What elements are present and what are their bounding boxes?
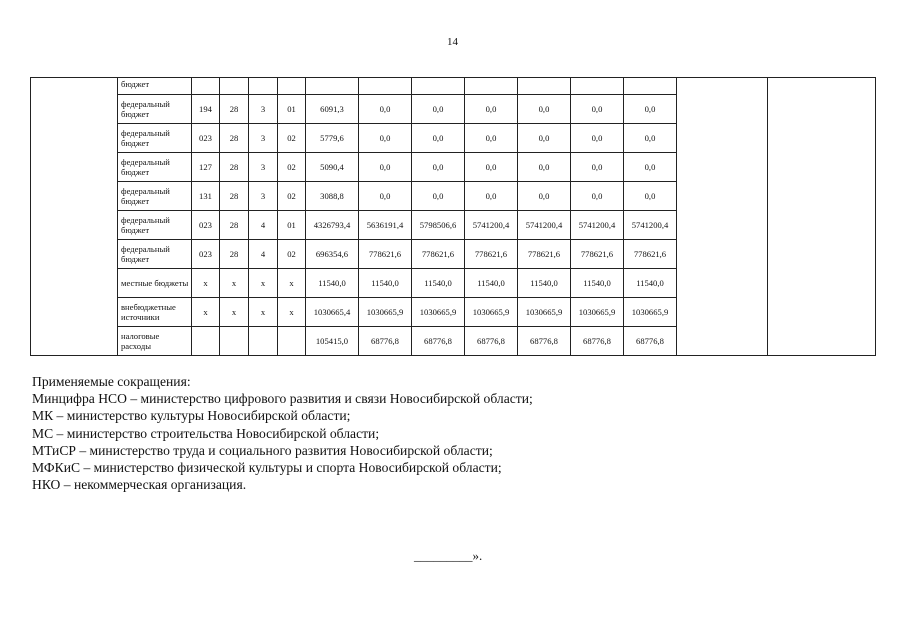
value-cell: 1030665,9 bbox=[518, 298, 571, 327]
value-cell: 1030665,9 bbox=[571, 298, 624, 327]
code-cell bbox=[192, 78, 220, 95]
value-cell: 5090,4 bbox=[306, 153, 359, 182]
value-cell: 1030665,9 bbox=[359, 298, 412, 327]
value-cell: 778621,6 bbox=[412, 240, 465, 269]
value-cell: 1030665,9 bbox=[624, 298, 677, 327]
value-cell: 11540,0 bbox=[359, 269, 412, 298]
value-cell: 1030665,9 bbox=[412, 298, 465, 327]
source-cell: налоговые расходы bbox=[118, 327, 192, 356]
code-cell: 3 bbox=[249, 182, 278, 211]
value-cell: 0,0 bbox=[412, 153, 465, 182]
code-cell: 023 bbox=[192, 124, 220, 153]
value-cell: 11540,0 bbox=[465, 269, 518, 298]
code-cell bbox=[278, 78, 306, 95]
value-cell: 5741200,4 bbox=[571, 211, 624, 240]
source-cell: федеральный бюджет bbox=[118, 211, 192, 240]
code-cell: x bbox=[192, 298, 220, 327]
source-cell: бюджет bbox=[118, 78, 192, 95]
value-cell: 5741200,4 bbox=[465, 211, 518, 240]
value-cell: 0,0 bbox=[571, 124, 624, 153]
source-cell: местные бюджеты bbox=[118, 269, 192, 298]
value-cell: 0,0 bbox=[412, 95, 465, 124]
value-cell: 0,0 bbox=[624, 124, 677, 153]
source-cell: федеральный бюджет bbox=[118, 240, 192, 269]
result-cell bbox=[768, 78, 876, 356]
code-cell: 4 bbox=[249, 240, 278, 269]
code-cell bbox=[220, 78, 249, 95]
code-cell: 4 bbox=[249, 211, 278, 240]
value-cell bbox=[306, 78, 359, 95]
code-cell: 28 bbox=[220, 182, 249, 211]
code-cell: 28 bbox=[220, 211, 249, 240]
code-cell: 131 bbox=[192, 182, 220, 211]
value-cell: 0,0 bbox=[518, 182, 571, 211]
code-cell: 3 bbox=[249, 124, 278, 153]
value-cell bbox=[465, 78, 518, 95]
budget-table-body bbox=[31, 78, 876, 356]
code-cell: 01 bbox=[278, 211, 306, 240]
code-cell: 02 bbox=[278, 240, 306, 269]
responsible-cell bbox=[677, 78, 768, 356]
code-cell: x bbox=[192, 269, 220, 298]
value-cell: 0,0 bbox=[465, 182, 518, 211]
code-cell: x bbox=[249, 269, 278, 298]
value-cell: 5798506,6 bbox=[412, 211, 465, 240]
source-cell: внебюджетные источники bbox=[118, 298, 192, 327]
value-cell bbox=[359, 78, 412, 95]
value-cell bbox=[624, 78, 677, 95]
abbreviation-item: МТиСР – министерство труда и социального развития Новосибирской области; bbox=[32, 442, 493, 458]
value-cell bbox=[571, 78, 624, 95]
value-cell: 0,0 bbox=[571, 95, 624, 124]
value-cell: 0,0 bbox=[359, 153, 412, 182]
value-cell: 11540,0 bbox=[412, 269, 465, 298]
abbreviation-item: НКО – некоммерческая организация. bbox=[32, 477, 247, 493]
value-cell: 0,0 bbox=[465, 124, 518, 153]
code-cell: x bbox=[220, 269, 249, 298]
value-cell: 5636191,4 bbox=[359, 211, 412, 240]
value-cell: 696354,6 bbox=[306, 240, 359, 269]
value-cell: 0,0 bbox=[359, 182, 412, 211]
value-cell: 11540,0 bbox=[518, 269, 571, 298]
value-cell: 0,0 bbox=[571, 182, 624, 211]
value-cell: 11540,0 bbox=[306, 269, 359, 298]
source-cell: федеральный бюджет bbox=[118, 95, 192, 124]
page-number: 14 bbox=[447, 36, 458, 48]
code-cell: 023 bbox=[192, 211, 220, 240]
value-cell: 0,0 bbox=[624, 182, 677, 211]
code-cell: 02 bbox=[278, 182, 306, 211]
value-cell: 105415,0 bbox=[306, 327, 359, 356]
value-cell: 68776,8 bbox=[624, 327, 677, 356]
value-cell bbox=[518, 78, 571, 95]
code-cell: 3 bbox=[249, 95, 278, 124]
code-cell: 023 bbox=[192, 240, 220, 269]
code-cell bbox=[249, 78, 278, 95]
abbreviation-item: МС – министерство строительства Новосибирской области; bbox=[32, 425, 380, 441]
value-cell: 5741200,4 bbox=[518, 211, 571, 240]
code-cell: 28 bbox=[220, 95, 249, 124]
code-cell bbox=[278, 327, 306, 356]
code-cell: 127 bbox=[192, 153, 220, 182]
abbreviation-item: Минцифра НСО – министерство цифрового развития и связи Новосибирской области; bbox=[32, 391, 533, 407]
value-cell: 778621,6 bbox=[465, 240, 518, 269]
value-cell: 778621,6 bbox=[359, 240, 412, 269]
value-cell: 3088,8 bbox=[306, 182, 359, 211]
value-cell: 0,0 bbox=[518, 124, 571, 153]
value-cell: 5779,6 bbox=[306, 124, 359, 153]
value-cell: 778621,6 bbox=[571, 240, 624, 269]
code-cell: 02 bbox=[278, 153, 306, 182]
measure-cell bbox=[31, 78, 118, 356]
code-cell: x bbox=[220, 298, 249, 327]
source-cell: федеральный бюджет bbox=[118, 153, 192, 182]
value-cell: 0,0 bbox=[624, 95, 677, 124]
value-cell: 0,0 bbox=[465, 153, 518, 182]
value-cell: 778621,6 bbox=[518, 240, 571, 269]
code-cell: x bbox=[278, 269, 306, 298]
abbreviations-block bbox=[32, 373, 852, 493]
value-cell: 68776,8 bbox=[465, 327, 518, 356]
abbreviations-heading: Применяемые сокращения: bbox=[32, 374, 191, 389]
value-cell: 1030665,4 bbox=[306, 298, 359, 327]
code-cell: 28 bbox=[220, 240, 249, 269]
value-cell: 68776,8 bbox=[412, 327, 465, 356]
code-cell: 02 bbox=[278, 124, 306, 153]
abbreviation-item: МК – министерство культуры Новосибирской области; bbox=[32, 408, 351, 424]
code-cell: 3 bbox=[249, 153, 278, 182]
abbreviation-item: МФКиС – министерство физической культуры и спорта Новосибирской области; bbox=[32, 460, 502, 476]
code-cell: 01 bbox=[278, 95, 306, 124]
value-cell: 1030665,9 bbox=[465, 298, 518, 327]
code-cell bbox=[192, 327, 220, 356]
value-cell: 68776,8 bbox=[518, 327, 571, 356]
code-cell bbox=[220, 327, 249, 356]
code-cell: 28 bbox=[220, 153, 249, 182]
code-cell: x bbox=[278, 298, 306, 327]
value-cell: 778621,6 bbox=[624, 240, 677, 269]
table-row-header-continuation bbox=[31, 78, 876, 95]
value-cell: 11540,0 bbox=[571, 269, 624, 298]
code-cell: 194 bbox=[192, 95, 220, 124]
budget-table bbox=[30, 77, 876, 356]
closing-mark: _________». bbox=[414, 548, 483, 563]
value-cell: 0,0 bbox=[571, 153, 624, 182]
code-cell: x bbox=[249, 298, 278, 327]
source-cell: федеральный бюджет bbox=[118, 182, 192, 211]
source-cell: федеральный бюджет bbox=[118, 124, 192, 153]
code-cell bbox=[249, 327, 278, 356]
value-cell: 0,0 bbox=[518, 153, 571, 182]
value-cell: 0,0 bbox=[465, 95, 518, 124]
value-cell: 0,0 bbox=[412, 182, 465, 211]
value-cell: 68776,8 bbox=[359, 327, 412, 356]
value-cell: 0,0 bbox=[359, 124, 412, 153]
code-cell: 28 bbox=[220, 124, 249, 153]
value-cell bbox=[412, 78, 465, 95]
value-cell: 0,0 bbox=[518, 95, 571, 124]
value-cell: 0,0 bbox=[359, 95, 412, 124]
value-cell: 0,0 bbox=[624, 153, 677, 182]
value-cell: 5741200,4 bbox=[624, 211, 677, 240]
value-cell: 6091,3 bbox=[306, 95, 359, 124]
value-cell: 68776,8 bbox=[571, 327, 624, 356]
value-cell: 4326793,4 bbox=[306, 211, 359, 240]
value-cell: 0,0 bbox=[412, 124, 465, 153]
value-cell: 11540,0 bbox=[624, 269, 677, 298]
